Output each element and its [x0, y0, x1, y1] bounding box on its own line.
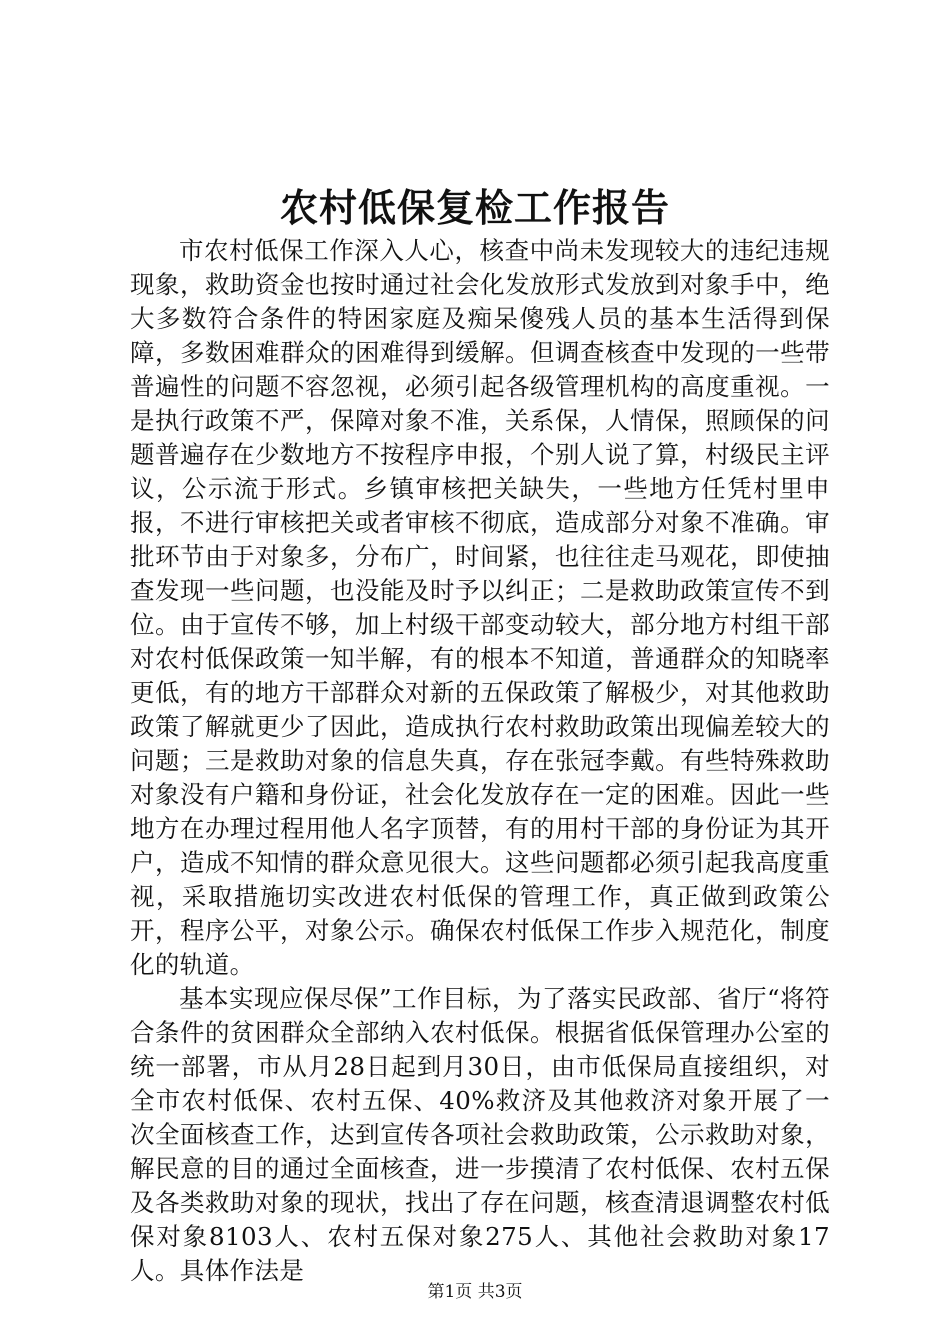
- paragraph-2: 基本实现应保尽保”工作目标，为了落实民政部、省厅“将符合条件的贫困群众全部纳入农村低保。根据省低保管理办公室的统一部署，市从月28日起到月30日，由市低保局直接组织，对全市农村低保、农村五保、40%救济及其他救济对象开展了一次全面核查工作，达到宣传各项社会救助政策，公示救助对象，解民意的目的通过全面核查，进一步摸清了农村低保、农村五保及各类救助对象的现状，找出了存在问题，核查清退调整农村低保对象8103人、农村五保对象275人、其他社会救助对象17人。具体作法是: [130, 984, 830, 1285]
- document-body: [130, 234, 830, 1288]
- paragraph-1: 市农村低保工作深入人心，核查中尚未发现较大的违纪违规现象，救助资金也按时通过社会化发放形式发放到对象手中，绝大多数符合条件的特困家庭及痴呆傻残人员的基本生活得到保障，多数困难群众的困难得到缓解。但调查核查中发现的一些带普遍性的问题不容忽视，必须引起各级管理机构的高度重视。一是执行政策不严，保障对象不准，关系保，人情保，照顾保的问题普遍存在少数地方不按程序申报，个别人说了算，村级民主评议，公示流于形式。乡镇审核把关缺失，一些地方任凭村里申报，不进行审核把关或者审核不彻底，造成部分对象不准确。审批环节由于对象多，分布广，时间紧，也往往走马观花，即使抽查发现一些问题，也没能及时予以纠正；二是救助政策宣传不到位。由于宣传不够，加上村级干部变动较大，部分地方村组干部对农村低保政策一知半解，有的根本不知道，普通群众的知晓率更低，有的地方干部群众对新的五保政策了解极少，对其他救助政策了解就更少了因此，造成执行农村救助政策出现偏差较大的问题；三是救助对象的信息失真，存在张冠李戴。有些特殊救助对象没有户籍和身份证，社会化发放存在一定的困难。因此一些地方在办理过程用他人名字顶替，有的用村干部的身份证为其开户，造成不知情的群众意见很大。这些问题都必须引起我高度重视，采取措施切实改进农村低保的管理工作，真正做到政策公开，程序公平，对象公示。确保农村低保工作步入规范化，制度化的轨道。: [130, 236, 830, 979]
- document-title: 农村低保复检工作报告: [279, 185, 670, 230]
- page-number-footer: 第1页 共3页: [427, 1282, 523, 1302]
